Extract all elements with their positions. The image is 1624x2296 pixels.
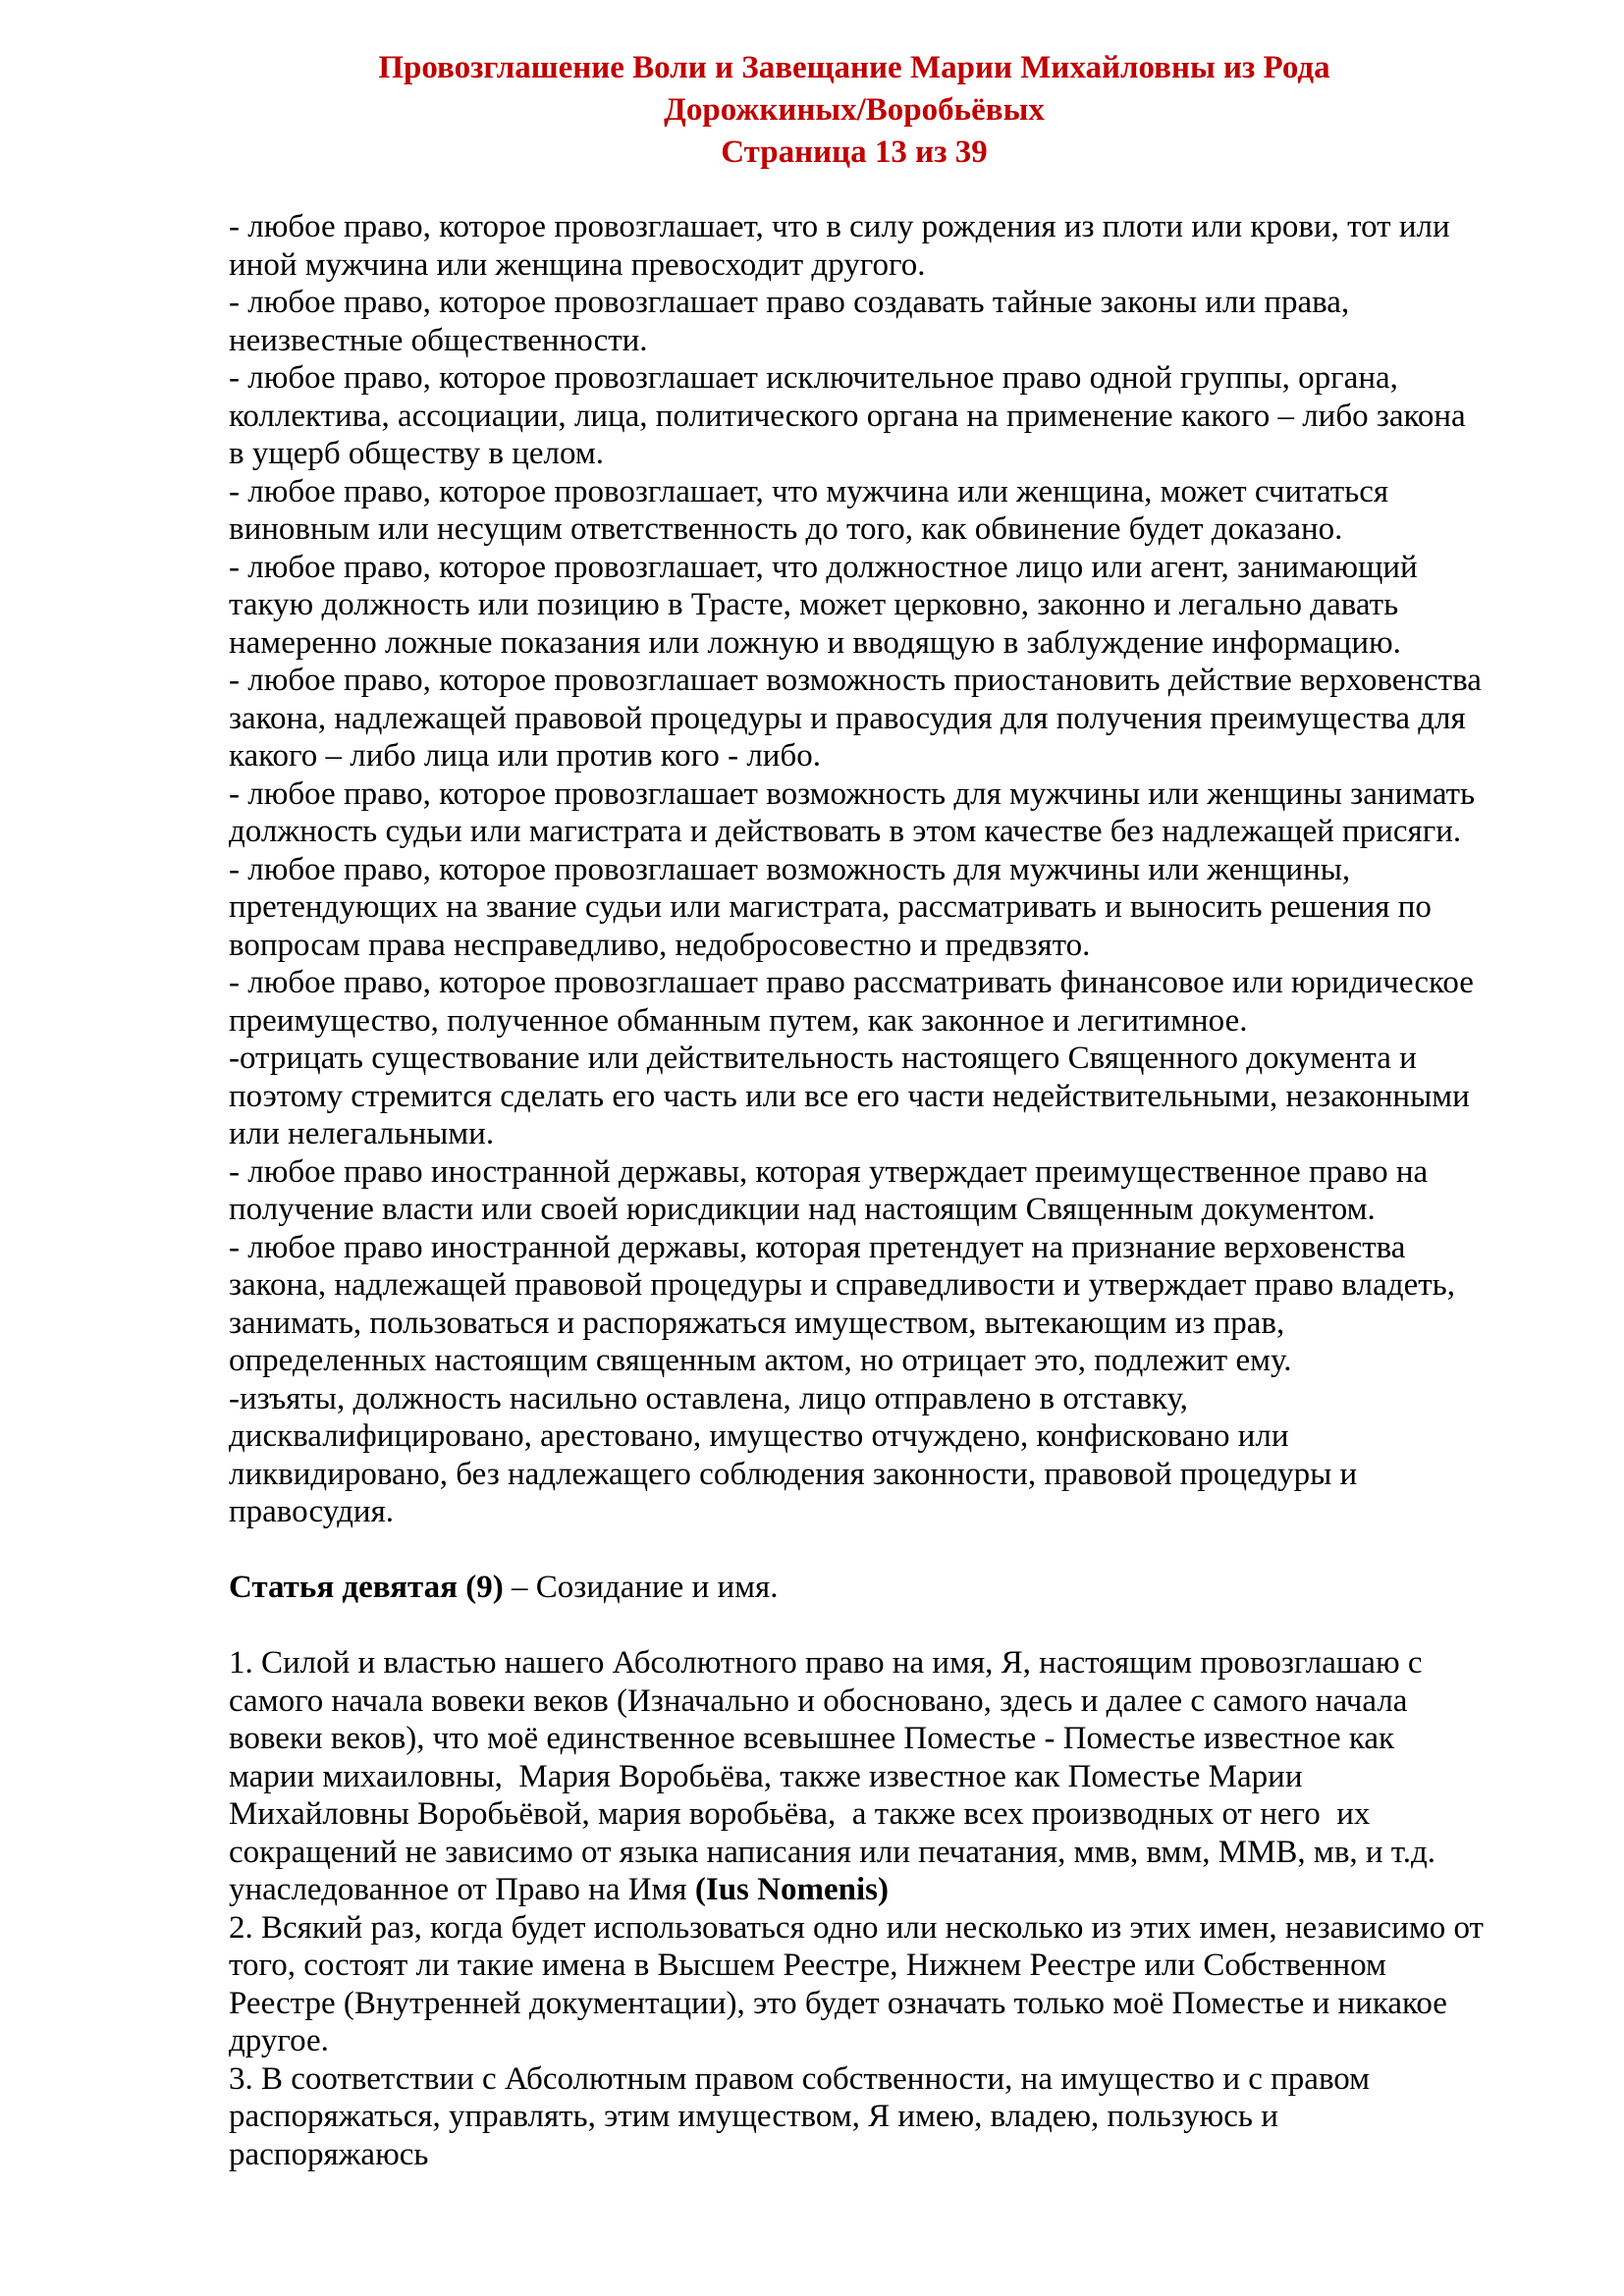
- paragraph: - любое право, которое провозглашает исключительное право одной группы, органа, коллектива, ассоциации, лица, политического органа на применение какого – либо закона в ущерб обществу в целом.: [229, 360, 1474, 471]
- paragraph: - любое право, которое провозглашает, что должностное лицо или агент, занимающий такую должность или позицию в Трасте, может церковно, законно и легально давать намеренно ложные показания или ложную и вводящую в заблуждение информацию.: [229, 549, 1426, 661]
- paragraph: 3. В соответствии с Абсолютным правом собственности, на имущество и с правом распоряжаться, управлять, этим имуществом, Я имею, владею, пользуюсь и распоряжаюсь: [229, 2060, 1379, 2172]
- section-heading: Статья девятая (9) – Созидание и имя.: [229, 1570, 779, 1605]
- paragraph: -изъяты, должность насильно оставлена, лицо отправлено в отставку, дисквалифицировано, арестовано, имущество отчуждено, конфисковано или ликвидировано, без надлежащего соблюдения законности, правовой процедуры и правосудия.: [229, 1380, 1366, 1529]
- section-heading-number: Статья девятая (9): [229, 1570, 504, 1605]
- paragraph: - любое право, которое провозглашает возможность для мужчины или женщины занимать должность судьи или магистрата и действовать в этом качестве без надлежащей присяги.: [229, 775, 1484, 849]
- title-line-1: Провозглашение Воли и Завещание Марии Михайловны из Рода: [378, 50, 1330, 85]
- paragraph: - любое право, которое провозглашает право создавать тайные законы или права, неизвестные общественности.: [229, 285, 1358, 358]
- paragraph: - любое право, которое провозглашает право рассматривать финансовое или юридическое преимущество, полученное обманным путем, как законное и легитимное.: [229, 965, 1483, 1039]
- paragraph: - любое право, которое провозглашает, что в силу рождения из плоти или крови, тот или иной мужчина или женщина превосходит другого.: [229, 209, 1458, 283]
- title-line-2: Дорожкиных/Воробьёвых: [664, 92, 1045, 128]
- document-body: [229, 208, 1492, 2173]
- document-title: [229, 47, 1480, 174]
- paragraph: 2. Всякий раз, когда будет использоваться одно или несколько из этих имен, независимо от того, состоят ли такие имена в Высшем Реестре, Нижнем Реестре или Собственном Реестре (Внутренней документации), это будет означать только моё Поместье и никакое другое.: [229, 1909, 1492, 2058]
- paragraph: 1. Силой и властью нашего Абсолютного право на имя, Я, настоящим провозглашаю с самого начала вовеки веков (Изначально и обосновано, здесь и далее с самого начала вовеки веков), что моё единственное всевышнее Поместье - Поместье известное как марии михаиловны, Мария Воробьёва, также известное как Поместье Марии Михайловны Воробьёвой, мария воробьёва, а также всех производных от него их сокращений не зависимо от языка написания или печатания, ммв, вмм, ММВ, мв, и т.д. унаследованное от Право на Имя (Ius Nomenis): [229, 1645, 1444, 1907]
- paragraph: - любое право, которое провозглашает возможность приостановить действие верховенства закона, надлежащей правовой процедуры и правосудия для получения преимущества для какого – либо лица или против кого - либо.: [229, 663, 1490, 774]
- paragraph: - любое право иностранной державы, которая утверждает преимущественное право на получение власти или своей юрисдикции над настоящим Священным документом.: [229, 1153, 1436, 1227]
- blank-line: [229, 1607, 1484, 1645]
- latin-term-bold: (Ius Nomenis): [694, 1872, 889, 1907]
- paragraph: - любое право, которое провозглашает возможность для мужчины или женщины, претендующих на звание судьи или магистрата, рассматривать и выносить решения по вопросам права несправедливо, недобросовестно и предвзято.: [229, 851, 1440, 963]
- paragraph: - любое право иностранной державы, которая претендует на признание верховенства закона, надлежащей правовой процедуры и справедливости и утверждает право владеть, занимать, пользоваться и распоряжаться имуществом, вытекающим из прав, определенных настоящим священным актом, но отрицает это, подлежит ему.: [229, 1229, 1464, 1378]
- title-line-3: Страница 13 из 39: [721, 134, 988, 170]
- paragraph: - любое право, которое провозглашает, что мужчина или женщина, может считаться виновным или несущим ответственность до того, как обвинение будет доказано.: [229, 473, 1397, 547]
- blank-line: [229, 1531, 1484, 1570]
- paragraph: -отрицать существование или действительность настоящего Священного документа и поэтому стремится сделать его часть или все его части недействительными, незаконными или нелегальными.: [229, 1041, 1479, 1151]
